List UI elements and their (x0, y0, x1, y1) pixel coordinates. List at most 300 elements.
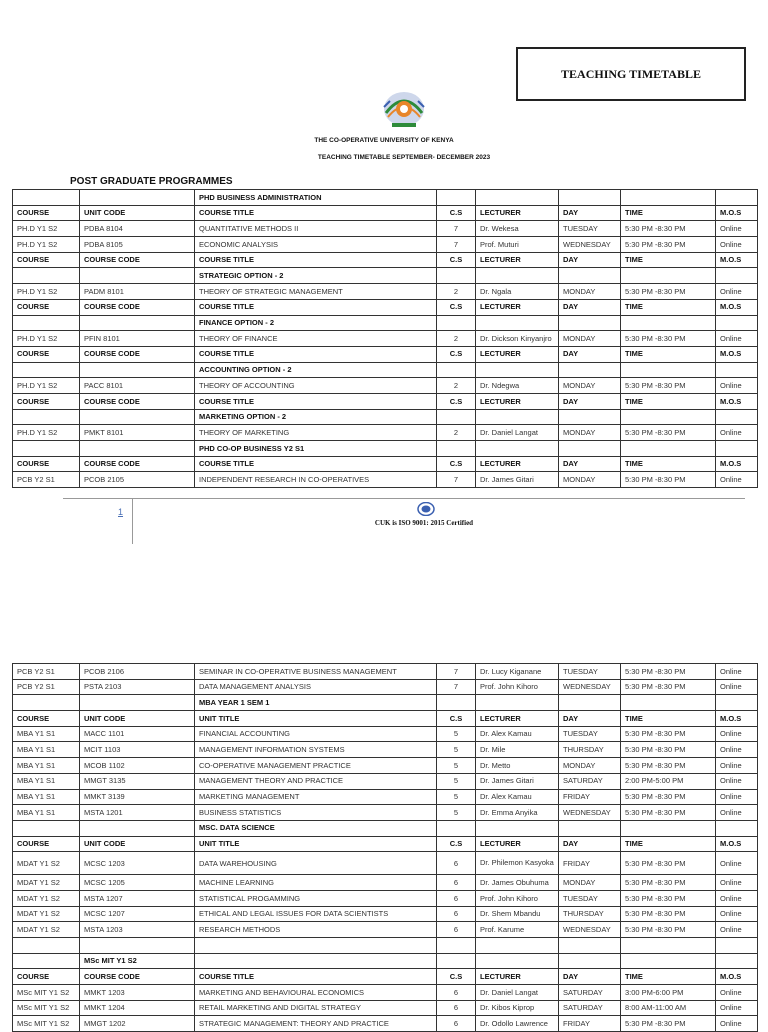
cell-title: ECONOMIC ANALYSIS (195, 237, 437, 253)
table-section-row (13, 409, 758, 425)
cell-title: SEMINAR IN CO-OPERATIVE BUSINESS MANAGEMENT (195, 664, 437, 680)
cell-title: FINANCIAL ACCOUNTING (195, 726, 437, 742)
cell-title: MANAGEMENT INFORMATION SYSTEMS (195, 742, 437, 758)
cell-day: WEDNESDAY (559, 237, 621, 253)
cell-day (559, 315, 621, 331)
cell-lecturer: Dr. Alex Kamau (476, 726, 559, 742)
cell-day: SATURDAY (559, 985, 621, 1001)
header-title: TEACHING TIMETABLE (561, 66, 701, 81)
cell-day: MONDAY (559, 425, 621, 441)
cell-day: THURSDAY (559, 742, 621, 758)
cell-unit-code (80, 268, 195, 284)
table-row (13, 805, 758, 821)
cell-title: COURSE TITLE (195, 346, 437, 362)
cell-lecturer (476, 938, 559, 954)
cell-lecturer: Dr. James Gitari (476, 472, 559, 488)
cell-lecturer: Dr. Ndegwa (476, 378, 559, 394)
cell-time: TIME (621, 393, 716, 409)
cell-time: 8:00 AM-11:00 AM (621, 1000, 716, 1016)
cell-course: MDAT Y1 S2 (13, 852, 80, 875)
cell-course: PH.D Y1 S2 (13, 221, 80, 237)
table-row (13, 758, 758, 774)
cell-unit-code: MMKT 1204 (80, 1000, 195, 1016)
table-row (13, 679, 758, 695)
cell-time: TIME (621, 252, 716, 268)
cell-lecturer: Dr. Mile (476, 742, 559, 758)
cell-lecturer: Prof. Karume (476, 922, 559, 938)
table-section-row (13, 268, 758, 284)
cell-credit-score (437, 441, 476, 457)
cell-unit-code: MMGT 3135 (80, 773, 195, 789)
cell-credit-score: 6 (437, 1000, 476, 1016)
cell-unit-code: COURSE CODE (80, 346, 195, 362)
table-header-row (13, 969, 758, 985)
cell-course: COURSE (13, 393, 80, 409)
cell-title: BUSINESS STATISTICS (195, 805, 437, 821)
cell-time: 5:30 PM -8:30 PM (621, 331, 716, 347)
table-header-row (13, 205, 758, 221)
cell-mode-of-study (716, 190, 758, 206)
cell-lecturer (476, 315, 559, 331)
cell-time: 5:30 PM -8:30 PM (621, 906, 716, 922)
cell-title: COURSE TITLE (195, 205, 437, 221)
cell-mode-of-study: Online (716, 922, 758, 938)
cell-credit-score: 6 (437, 875, 476, 891)
cell-lecturer (476, 953, 559, 969)
cell-title: COURSE TITLE (195, 393, 437, 409)
cell-title: COURSE TITLE (195, 299, 437, 315)
cell-time: TIME (621, 969, 716, 985)
table-row (13, 985, 758, 1001)
cell-course: MSc MIT Y1 S2 (13, 1000, 80, 1016)
cell-day: FRIDAY (559, 1016, 621, 1032)
cell-title: UNIT TITLE (195, 711, 437, 727)
cell-mode-of-study: M.O.S (716, 456, 758, 472)
cell-time: 5:30 PM -8:30 PM (621, 425, 716, 441)
cell-day (559, 441, 621, 457)
cell-lecturer (476, 441, 559, 457)
cell-day: FRIDAY (559, 789, 621, 805)
cell-course: COURSE (13, 711, 80, 727)
cell-course: PH.D Y1 S2 (13, 284, 80, 300)
cell-mode-of-study: Online (716, 472, 758, 488)
cell-credit-score: 5 (437, 773, 476, 789)
cell-lecturer: Dr. Alex Kamau (476, 789, 559, 805)
cell-unit-code (80, 695, 195, 711)
cell-day: WEDNESDAY (559, 922, 621, 938)
table-row (13, 852, 758, 875)
cell-lecturer: Dr. Dickson Kinyanjro (476, 331, 559, 347)
cell-title: INDEPENDENT RESEARCH IN CO-OPERATIVES (195, 472, 437, 488)
cell-credit-score: 2 (437, 331, 476, 347)
table-row (13, 284, 758, 300)
table-row (13, 789, 758, 805)
cell-mode-of-study (716, 695, 758, 711)
cell-mode-of-study: M.O.S (716, 299, 758, 315)
cell-time: TIME (621, 836, 716, 852)
cell-time: 5:30 PM -8:30 PM (621, 726, 716, 742)
cell-mode-of-study: Online (716, 1000, 758, 1016)
cell-lecturer: Dr. Odollo Lawrence (476, 1016, 559, 1032)
cell-unit-code: MCOB 1102 (80, 758, 195, 774)
cell-time: 5:30 PM -8:30 PM (621, 742, 716, 758)
cell-unit-code: COURSE CODE (80, 969, 195, 985)
cell-course: PCB Y2 S1 (13, 664, 80, 680)
cell-credit-score (437, 315, 476, 331)
cell-course: MSc MIT Y1 S2 (13, 1016, 80, 1032)
cell-title: PHD CO-OP BUSINESS Y2 S1 (195, 441, 437, 457)
cell-mode-of-study: M.O.S (716, 346, 758, 362)
cell-lecturer (476, 820, 559, 836)
cell-credit-score: C.S (437, 205, 476, 221)
cell-title: COURSE TITLE (195, 252, 437, 268)
cell-course: MDAT Y1 S2 (13, 890, 80, 906)
cell-unit-code: UNIT CODE (80, 836, 195, 852)
cell-lecturer: Dr. Philemon Kasyoka (476, 852, 559, 875)
cell-course: MSc MIT Y1 S2 (13, 985, 80, 1001)
cell-day: TUESDAY (559, 221, 621, 237)
footer-divider (63, 498, 745, 499)
cell-time (621, 315, 716, 331)
cell-mode-of-study: Online (716, 237, 758, 253)
cell-title: MACHINE LEARNING (195, 875, 437, 891)
table-header-row (13, 456, 758, 472)
cell-time (621, 938, 716, 954)
cell-credit-score: 5 (437, 758, 476, 774)
cell-course: MDAT Y1 S2 (13, 922, 80, 938)
cell-day: DAY (559, 346, 621, 362)
cell-day (559, 695, 621, 711)
cell-title: MARKETING MANAGEMENT (195, 789, 437, 805)
cell-course: MDAT Y1 S2 (13, 875, 80, 891)
cell-course: MBA Y1 S1 (13, 758, 80, 774)
cell-time: TIME (621, 456, 716, 472)
table-header-row (13, 711, 758, 727)
page-number[interactable]: 1 (118, 507, 124, 517)
cell-unit-code (80, 362, 195, 378)
cell-course (13, 441, 80, 457)
cell-mode-of-study: Online (716, 890, 758, 906)
cell-unit-code: MSTA 1201 (80, 805, 195, 821)
cell-time: 5:30 PM -8:30 PM (621, 890, 716, 906)
cell-mode-of-study (716, 953, 758, 969)
cell-mode-of-study: Online (716, 875, 758, 891)
cell-lecturer: Dr. Emma Anyika (476, 805, 559, 821)
cell-credit-score: C.S (437, 969, 476, 985)
cell-title: DATA WAREHOUSING (195, 852, 437, 875)
cell-unit-code (80, 190, 195, 206)
cell-credit-score: 7 (437, 679, 476, 695)
cell-title: STRATEGIC MANAGEMENT: THEORY AND PRACTICE (195, 1016, 437, 1032)
cell-lecturer: Prof. John Kihoro (476, 890, 559, 906)
cell-title: RETAIL MARKETING AND DIGITAL STRATEGY (195, 1000, 437, 1016)
cell-unit-code: MSc MIT Y1 S2 (80, 953, 195, 969)
cell-mode-of-study: M.O.S (716, 252, 758, 268)
table-row (13, 742, 758, 758)
table-row (13, 378, 758, 394)
cell-unit-code (80, 315, 195, 331)
cell-title: THEORY OF STRATEGIC MANAGEMENT (195, 284, 437, 300)
cell-credit-score: C.S (437, 299, 476, 315)
cell-mode-of-study (716, 315, 758, 331)
cell-lecturer: Dr. Wekesa (476, 221, 559, 237)
cell-unit-code: COURSE CODE (80, 393, 195, 409)
cell-course (13, 409, 80, 425)
cell-unit-code: MCIT 1103 (80, 742, 195, 758)
cell-mode-of-study: Online (716, 284, 758, 300)
cell-credit-score: 6 (437, 906, 476, 922)
cell-mode-of-study: Online (716, 985, 758, 1001)
cell-lecturer: LECTURER (476, 836, 559, 852)
cell-title: MSC. DATA SCIENCE (195, 820, 437, 836)
cell-course: COURSE (13, 456, 80, 472)
cell-title: STRATEGIC OPTION - 2 (195, 268, 437, 284)
cell-unit-code (80, 441, 195, 457)
cell-mode-of-study: Online (716, 425, 758, 441)
cell-day (559, 953, 621, 969)
cell-day: MONDAY (559, 284, 621, 300)
cell-unit-code: COURSE CODE (80, 456, 195, 472)
table-row (13, 331, 758, 347)
cell-course: COURSE (13, 252, 80, 268)
cell-unit-code: UNIT CODE (80, 711, 195, 727)
cell-course: PH.D Y1 S2 (13, 237, 80, 253)
cell-mode-of-study: Online (716, 664, 758, 680)
cell-lecturer: Dr. James Gitari (476, 773, 559, 789)
cell-title: ACCOUNTING OPTION - 2 (195, 362, 437, 378)
cell-lecturer: Dr. Shem Mbandu (476, 906, 559, 922)
cell-time: 5:30 PM -8:30 PM (621, 284, 716, 300)
cell-unit-code: MCSC 1205 (80, 875, 195, 891)
cell-lecturer: LECTURER (476, 456, 559, 472)
cell-day: DAY (559, 393, 621, 409)
cell-mode-of-study: Online (716, 378, 758, 394)
cell-lecturer: LECTURER (476, 393, 559, 409)
cell-mode-of-study (716, 409, 758, 425)
cell-day: SATURDAY (559, 773, 621, 789)
cell-lecturer: LECTURER (476, 252, 559, 268)
cell-day: WEDNESDAY (559, 805, 621, 821)
cell-title: THEORY OF FINANCE (195, 331, 437, 347)
cell-time: TIME (621, 711, 716, 727)
table-row (13, 906, 758, 922)
cell-time: 5:30 PM -8:30 PM (621, 922, 716, 938)
cell-unit-code (80, 938, 195, 954)
cell-unit-code: MSTA 1203 (80, 922, 195, 938)
cell-time (621, 953, 716, 969)
cell-course: PCB Y2 S1 (13, 679, 80, 695)
cell-time: TIME (621, 346, 716, 362)
cell-day: THURSDAY (559, 906, 621, 922)
cell-credit-score: 7 (437, 221, 476, 237)
cell-credit-score: 6 (437, 890, 476, 906)
cell-lecturer: Dr. Ngala (476, 284, 559, 300)
cell-day: TUESDAY (559, 726, 621, 742)
cell-time: 5:30 PM -8:30 PM (621, 789, 716, 805)
cell-credit-score (437, 190, 476, 206)
cell-time: TIME (621, 299, 716, 315)
cell-course (13, 190, 80, 206)
cell-unit-code: COURSE CODE (80, 252, 195, 268)
cell-mode-of-study: Online (716, 726, 758, 742)
cell-title: ETHICAL AND LEGAL ISSUES FOR DATA SCIENTISTS (195, 906, 437, 922)
cell-credit-score: 6 (437, 1016, 476, 1032)
cell-title: QUANTITATIVE METHODS II (195, 221, 437, 237)
cell-title: THEORY OF ACCOUNTING (195, 378, 437, 394)
cell-lecturer: LECTURER (476, 205, 559, 221)
cell-credit-score: 2 (437, 284, 476, 300)
cell-credit-score (437, 695, 476, 711)
cell-time: 3:00 PM-6:00 PM (621, 985, 716, 1001)
cell-unit-code: MACC 1101 (80, 726, 195, 742)
table-section-row (13, 695, 758, 711)
cell-day (559, 268, 621, 284)
cell-day: FRIDAY (559, 852, 621, 875)
table-row (13, 890, 758, 906)
cell-credit-score: 6 (437, 852, 476, 875)
cell-lecturer: LECTURER (476, 299, 559, 315)
cell-title: CO-OPERATIVE MANAGEMENT PRACTICE (195, 758, 437, 774)
cell-unit-code: UNIT CODE (80, 205, 195, 221)
cell-credit-score (437, 938, 476, 954)
table-row (13, 875, 758, 891)
cell-day (559, 409, 621, 425)
table-header-row (13, 393, 758, 409)
cell-unit-code: PMKT 8101 (80, 425, 195, 441)
cell-unit-code (80, 409, 195, 425)
table-row (13, 922, 758, 938)
cell-title: COURSE TITLE (195, 456, 437, 472)
cell-lecturer: Prof. Muturi (476, 237, 559, 253)
cell-mode-of-study: Online (716, 805, 758, 821)
cell-time (621, 820, 716, 836)
cell-day (559, 190, 621, 206)
university-name: THE CO-OPERATIVE UNIVERSITY OF KENYA (314, 137, 454, 144)
cell-mode-of-study (716, 820, 758, 836)
cell-mode-of-study: M.O.S (716, 969, 758, 985)
table-section-row (13, 820, 758, 836)
cell-lecturer: Dr. Daniel Langat (476, 985, 559, 1001)
cell-title: FINANCE OPTION - 2 (195, 315, 437, 331)
cell-day: DAY (559, 969, 621, 985)
timetable-table-1 (12, 189, 758, 488)
cell-time: 2:00 PM-5:00 PM (621, 773, 716, 789)
cell-day: MONDAY (559, 758, 621, 774)
cell-lecturer (476, 695, 559, 711)
cell-title (195, 953, 437, 969)
table-section-row (13, 190, 758, 206)
cell-day: DAY (559, 836, 621, 852)
cell-mode-of-study: Online (716, 221, 758, 237)
cell-credit-score: 6 (437, 922, 476, 938)
cell-day: DAY (559, 711, 621, 727)
cell-mode-of-study: Online (716, 679, 758, 695)
cell-mode-of-study: M.O.S (716, 393, 758, 409)
cell-time: 5:30 PM -8:30 PM (621, 1016, 716, 1032)
cell-unit-code: PACC 8101 (80, 378, 195, 394)
cell-mode-of-study: Online (716, 773, 758, 789)
cell-title (195, 938, 437, 954)
cell-course: MBA Y1 S1 (13, 742, 80, 758)
cell-credit-score: C.S (437, 346, 476, 362)
cell-mode-of-study: Online (716, 742, 758, 758)
cell-unit-code: MSTA 1207 (80, 890, 195, 906)
cell-credit-score: 5 (437, 805, 476, 821)
cell-lecturer: LECTURER (476, 346, 559, 362)
cell-course: MBA Y1 S1 (13, 789, 80, 805)
cell-title: RESEARCH METHODS (195, 922, 437, 938)
cell-credit-score: 5 (437, 726, 476, 742)
cell-course: PH.D Y1 S2 (13, 425, 80, 441)
cell-lecturer: Dr. Lucy Kiganane (476, 664, 559, 680)
cell-time (621, 409, 716, 425)
cell-mode-of-study: M.O.S (716, 205, 758, 221)
cell-time: 5:30 PM -8:30 PM (621, 237, 716, 253)
cell-credit-score: 7 (437, 237, 476, 253)
cell-lecturer (476, 409, 559, 425)
cell-lecturer: Prof. John Kihoro (476, 679, 559, 695)
cell-title: THEORY OF MARKETING (195, 425, 437, 441)
table-row (13, 664, 758, 680)
cell-credit-score: C.S (437, 393, 476, 409)
cell-course (13, 953, 80, 969)
table-section-row (13, 441, 758, 457)
cell-unit-code: PDBA 8105 (80, 237, 195, 253)
table-section-row (13, 315, 758, 331)
cell-credit-score: 2 (437, 378, 476, 394)
cell-course: PH.D Y1 S2 (13, 378, 80, 394)
cell-time (621, 441, 716, 457)
cell-unit-code: PDBA 8104 (80, 221, 195, 237)
cell-credit-score: 7 (437, 664, 476, 680)
cell-lecturer (476, 190, 559, 206)
cell-course: PH.D Y1 S2 (13, 331, 80, 347)
cell-mode-of-study: Online (716, 789, 758, 805)
cell-course (13, 938, 80, 954)
cell-title: MBA YEAR 1 SEM 1 (195, 695, 437, 711)
cell-course: MBA Y1 S1 (13, 773, 80, 789)
cell-time (621, 695, 716, 711)
cell-day: DAY (559, 456, 621, 472)
table-row (13, 472, 758, 488)
table-row (13, 237, 758, 253)
cell-course: COURSE (13, 969, 80, 985)
cell-credit-score (437, 953, 476, 969)
cell-credit-score (437, 268, 476, 284)
cell-credit-score: 5 (437, 742, 476, 758)
cell-course (13, 268, 80, 284)
table-header-row (13, 346, 758, 362)
cell-day: SATURDAY (559, 1000, 621, 1016)
cell-course: COURSE (13, 299, 80, 315)
cell-day: TUESDAY (559, 664, 621, 680)
cell-unit-code: MMGT 1202 (80, 1016, 195, 1032)
cell-time: 5:30 PM -8:30 PM (621, 679, 716, 695)
iso-badge-icon (417, 502, 435, 516)
cell-credit-score: C.S (437, 711, 476, 727)
cell-credit-score (437, 362, 476, 378)
cell-credit-score: C.S (437, 836, 476, 852)
cell-title: UNIT TITLE (195, 836, 437, 852)
cell-day: WEDNESDAY (559, 679, 621, 695)
cell-mode-of-study (716, 362, 758, 378)
cell-time: 5:30 PM -8:30 PM (621, 852, 716, 875)
cell-lecturer: Dr. Daniel Langat (476, 425, 559, 441)
cell-mode-of-study (716, 268, 758, 284)
table-row (13, 221, 758, 237)
cell-mode-of-study: Online (716, 331, 758, 347)
cell-day: DAY (559, 205, 621, 221)
